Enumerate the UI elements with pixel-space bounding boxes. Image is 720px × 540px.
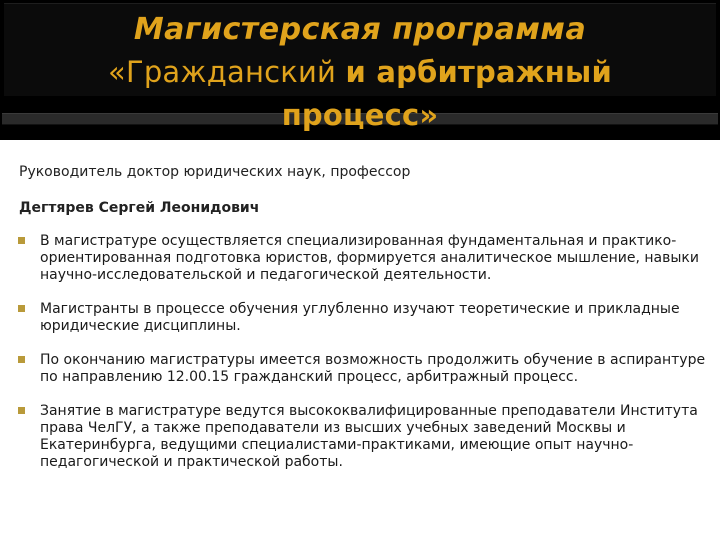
supervisor-name: Дегтярев Сергей Леонидович bbox=[19, 200, 260, 216]
square-bullet-icon bbox=[18, 305, 25, 312]
title-line-2 bbox=[0, 51, 720, 94]
square-bullet-icon bbox=[18, 407, 25, 414]
title-band bbox=[0, 0, 720, 148]
bullet-text: В магистратуре осуществляется специализированная фундаментальная и практико-ориентированная подготовка юристов, формируется аналитическое мышление, навыки научно-исследовательской и педагогической деятельности. bbox=[40, 233, 699, 283]
bullet-list bbox=[18, 233, 708, 488]
supervisor-role: Руководитель доктор юридических наук, профессор bbox=[19, 164, 411, 180]
slide-title bbox=[0, 8, 720, 137]
bullet-text: Магистранты в процессе обучения углубленно изучают теоретические и прикладные юридические дисциплины. bbox=[40, 301, 680, 334]
bullet-text: По окончанию магистратуры имеется возможность продолжить обучение в аспирантуре по направлению 12.00.15 гражданский процесс, арбитражный процесс. bbox=[40, 352, 706, 385]
bullet-item bbox=[18, 233, 708, 284]
square-bullet-icon bbox=[18, 356, 25, 363]
title-line-3: процесс» bbox=[281, 98, 439, 132]
square-bullet-icon bbox=[18, 237, 25, 244]
bullet-item bbox=[18, 403, 708, 471]
bullet-item bbox=[18, 301, 708, 335]
title-line-1: Магистерская программа bbox=[133, 12, 587, 47]
content-area bbox=[0, 140, 720, 540]
bullet-item bbox=[18, 352, 708, 386]
title-line-2-bold: и арбитражный bbox=[345, 55, 612, 89]
bullet-text: Занятие в магистратуре ведутся высококвалифицированные преподаватели Института права ЧелГУ, а также преподаватели из высших учебных заведений Москвы и Екатеринбурга, ведущими специалистами-практиками, имеющие опыт научно-педагогической и практической работы. bbox=[40, 403, 698, 470]
title-line-2-regular: «Гражданский bbox=[108, 55, 346, 89]
